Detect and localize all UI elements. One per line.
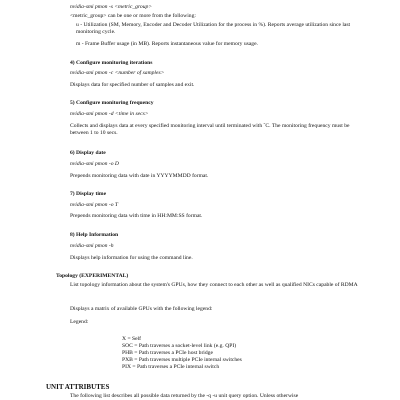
metric-group-u: u - Utilization (SM, Memory, Encoder and Decoder Utilization for the process in %). Reports average utilization since last monitoring cycle. bbox=[76, 22, 351, 35]
pmon-c-command: nvidia-smi pmon -c <number of samples> bbox=[70, 70, 165, 76]
heading-unit-attributes: UNIT ATTRIBUTES bbox=[46, 383, 110, 391]
heading-display-time: 7) Display time bbox=[70, 191, 107, 197]
legend-item-self: X = Self bbox=[122, 336, 142, 342]
topology-description: List topology information about the system's GPUs, how they connect to each other as well as qualified NICs capable of RDMA bbox=[70, 282, 358, 288]
metric-group-intro: <metric_group> can be one or more from the following: bbox=[70, 13, 196, 19]
topology-matrix-text: Displays a matrix of available GPUs with the following legend: bbox=[70, 306, 213, 312]
heading-monitoring-frequency: 5) Configure monitoring frequency bbox=[70, 100, 154, 106]
pmon-od-description: Prepends monitoring data with date in YYYYMMDD format. bbox=[70, 173, 209, 179]
heading-monitoring-iterations: 4) Configure monitoring iterations bbox=[70, 60, 153, 66]
heading-topology: Topology (EXPERIMENTAL) bbox=[56, 273, 129, 279]
metric-group-m: m - Frame Buffer usage (in MB). Reports instantaneous value for memory usage. bbox=[76, 41, 258, 47]
heading-display-date: 6) Display date bbox=[70, 150, 106, 156]
legend-item-pix: PIX = Path traverses a PCIe internal switch bbox=[122, 364, 220, 370]
pmon-od-command: nvidia-smi pmon -o D bbox=[70, 161, 119, 167]
legend-item-phb: PHB = Path traverses a PCIe host bridge bbox=[122, 350, 213, 356]
legend-label: Legend: bbox=[70, 319, 89, 325]
heading-help-information: 8) Help Information bbox=[70, 232, 119, 238]
pmon-ot-description: Prepends monitoring data with time in HH:MM:SS format. bbox=[70, 213, 203, 219]
pmon-h-command: nvidia-smi pmon -h bbox=[70, 243, 114, 249]
pmon-h-description: Displays help information for using the command line. bbox=[70, 255, 193, 261]
pmon-s-command: nvidia-smi pmon -s <metric_group> bbox=[70, 4, 153, 10]
legend-item-pxb: PXB = Path traverses multiple PCIe internal switches bbox=[122, 357, 242, 363]
pmon-d-command: nvidia-smi pmon -d <time in secs> bbox=[70, 111, 149, 117]
legend-item-soc: SOC = Path traverses a socket-level link (e.g. QPI) bbox=[122, 343, 237, 349]
pmon-ot-command: nvidia-smi pmon -o T bbox=[70, 202, 119, 208]
unit-attributes-intro: The following list describes all possible data returned by the -q -u unit query option. Unless otherwise bbox=[70, 393, 299, 399]
pmon-d-description: Collects and displays data at every specified monitoring interval until terminated with ˆC. The monitoring frequency must be between 1 to 10 secs. bbox=[70, 123, 350, 136]
pmon-c-description: Displays data for specified number of samples and exit. bbox=[70, 82, 195, 88]
